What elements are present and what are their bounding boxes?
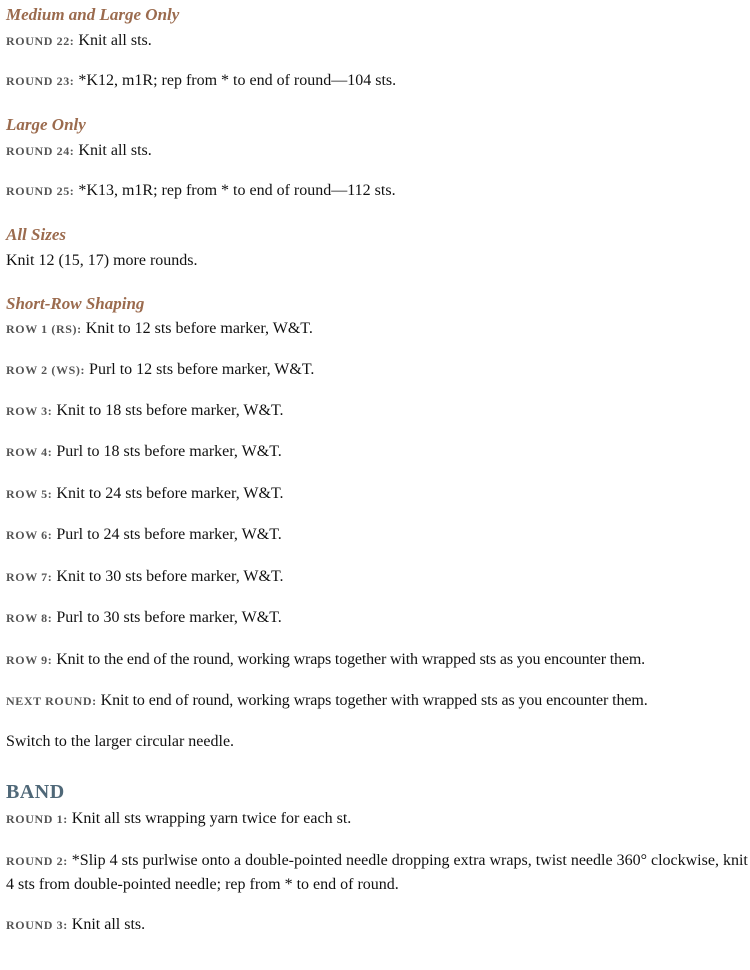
row-text: Knit all sts.	[78, 32, 152, 49]
row-text: *K13, m1R; rep from * to end of round—112 sts.	[78, 182, 396, 199]
row-label: ROUND 3:	[6, 918, 68, 932]
row-label: ROUND 25:	[6, 184, 75, 198]
subheading-short-row: Short-Row Shaping	[6, 294, 145, 313]
instruction-row	[6, 140, 152, 162]
instruction-row	[6, 607, 282, 629]
row-label: ROW 9:	[6, 653, 53, 667]
instruction-row	[6, 359, 314, 381]
row-text: Knit to 30 sts before marker, W&T.	[56, 568, 284, 585]
subheading-all-sizes: All Sizes	[6, 225, 66, 244]
instruction-row	[6, 441, 282, 463]
section-heading-band: BAND	[6, 781, 65, 803]
row-text: Purl to 24 sts before marker, W&T.	[56, 526, 282, 543]
instruction-row	[6, 808, 351, 830]
row-label: NEXT ROUND:	[6, 694, 97, 708]
row-text: *Slip 4 sts purlwise onto a double-pointed needle dropping extra wraps, twist needle 360° clockwise, knit 4 sts from double-pointed needle; rep from * to end of round.	[6, 852, 748, 893]
instruction-row	[6, 318, 313, 340]
instruction-row	[6, 914, 145, 936]
row-label: ROUND 1:	[6, 812, 68, 826]
row-text: Purl to 18 sts before marker, W&T.	[56, 443, 282, 460]
row-text: Knit all sts wrapping yarn twice for each st.	[71, 810, 352, 827]
row-text: Knit to 24 sts before marker, W&T.	[56, 485, 284, 502]
row-label: ROW 2 (WS):	[6, 363, 86, 377]
row-label: ROUND 24:	[6, 144, 75, 158]
row-label: ROUND 22:	[6, 34, 75, 48]
row-text: Knit all sts.	[78, 142, 152, 159]
row-label: ROW 1 (RS):	[6, 322, 82, 336]
instruction-row	[6, 400, 284, 422]
row-text: Purl to 30 sts before marker, W&T.	[56, 609, 282, 626]
instruction-row	[6, 70, 396, 92]
instruction-text: Knit 12 (15, 17) more rounds.	[6, 252, 198, 269]
instruction-row	[6, 849, 748, 897]
subheading-medium-large: Medium and Large Only	[6, 5, 180, 24]
row-text: Purl to 12 sts before marker, W&T.	[89, 361, 315, 378]
instruction-row	[6, 649, 645, 671]
instruction-text: Switch to the larger circular needle.	[6, 733, 235, 750]
row-label: ROW 6:	[6, 528, 53, 542]
row-text: Knit to 12 sts before marker, W&T.	[85, 320, 313, 337]
row-label: ROUND 2:	[6, 854, 68, 868]
instruction-row	[6, 566, 284, 588]
row-label: ROW 4:	[6, 445, 53, 459]
row-label: ROW 7:	[6, 570, 53, 584]
row-label: ROW 3:	[6, 404, 53, 418]
row-text: Knit to the end of the round, working wraps together with wrapped sts as you encounter them.	[56, 651, 645, 668]
subheading-large-only: Large Only	[6, 115, 86, 134]
instruction-row	[6, 483, 284, 505]
row-label: ROW 8:	[6, 611, 53, 625]
row-label: ROUND 23:	[6, 74, 75, 88]
instruction-row	[6, 690, 648, 712]
instruction-row	[6, 30, 152, 52]
row-text: Knit all sts.	[71, 916, 146, 933]
row-text: Knit to 18 sts before marker, W&T.	[56, 402, 284, 419]
instruction-row	[6, 180, 396, 202]
instruction-row	[6, 524, 282, 546]
row-label: ROW 5:	[6, 487, 53, 501]
row-text: Knit to end of round, working wraps together with wrapped sts as you encounter them.	[100, 692, 648, 709]
row-text: *K12, m1R; rep from * to end of round—104 sts.	[78, 72, 397, 89]
